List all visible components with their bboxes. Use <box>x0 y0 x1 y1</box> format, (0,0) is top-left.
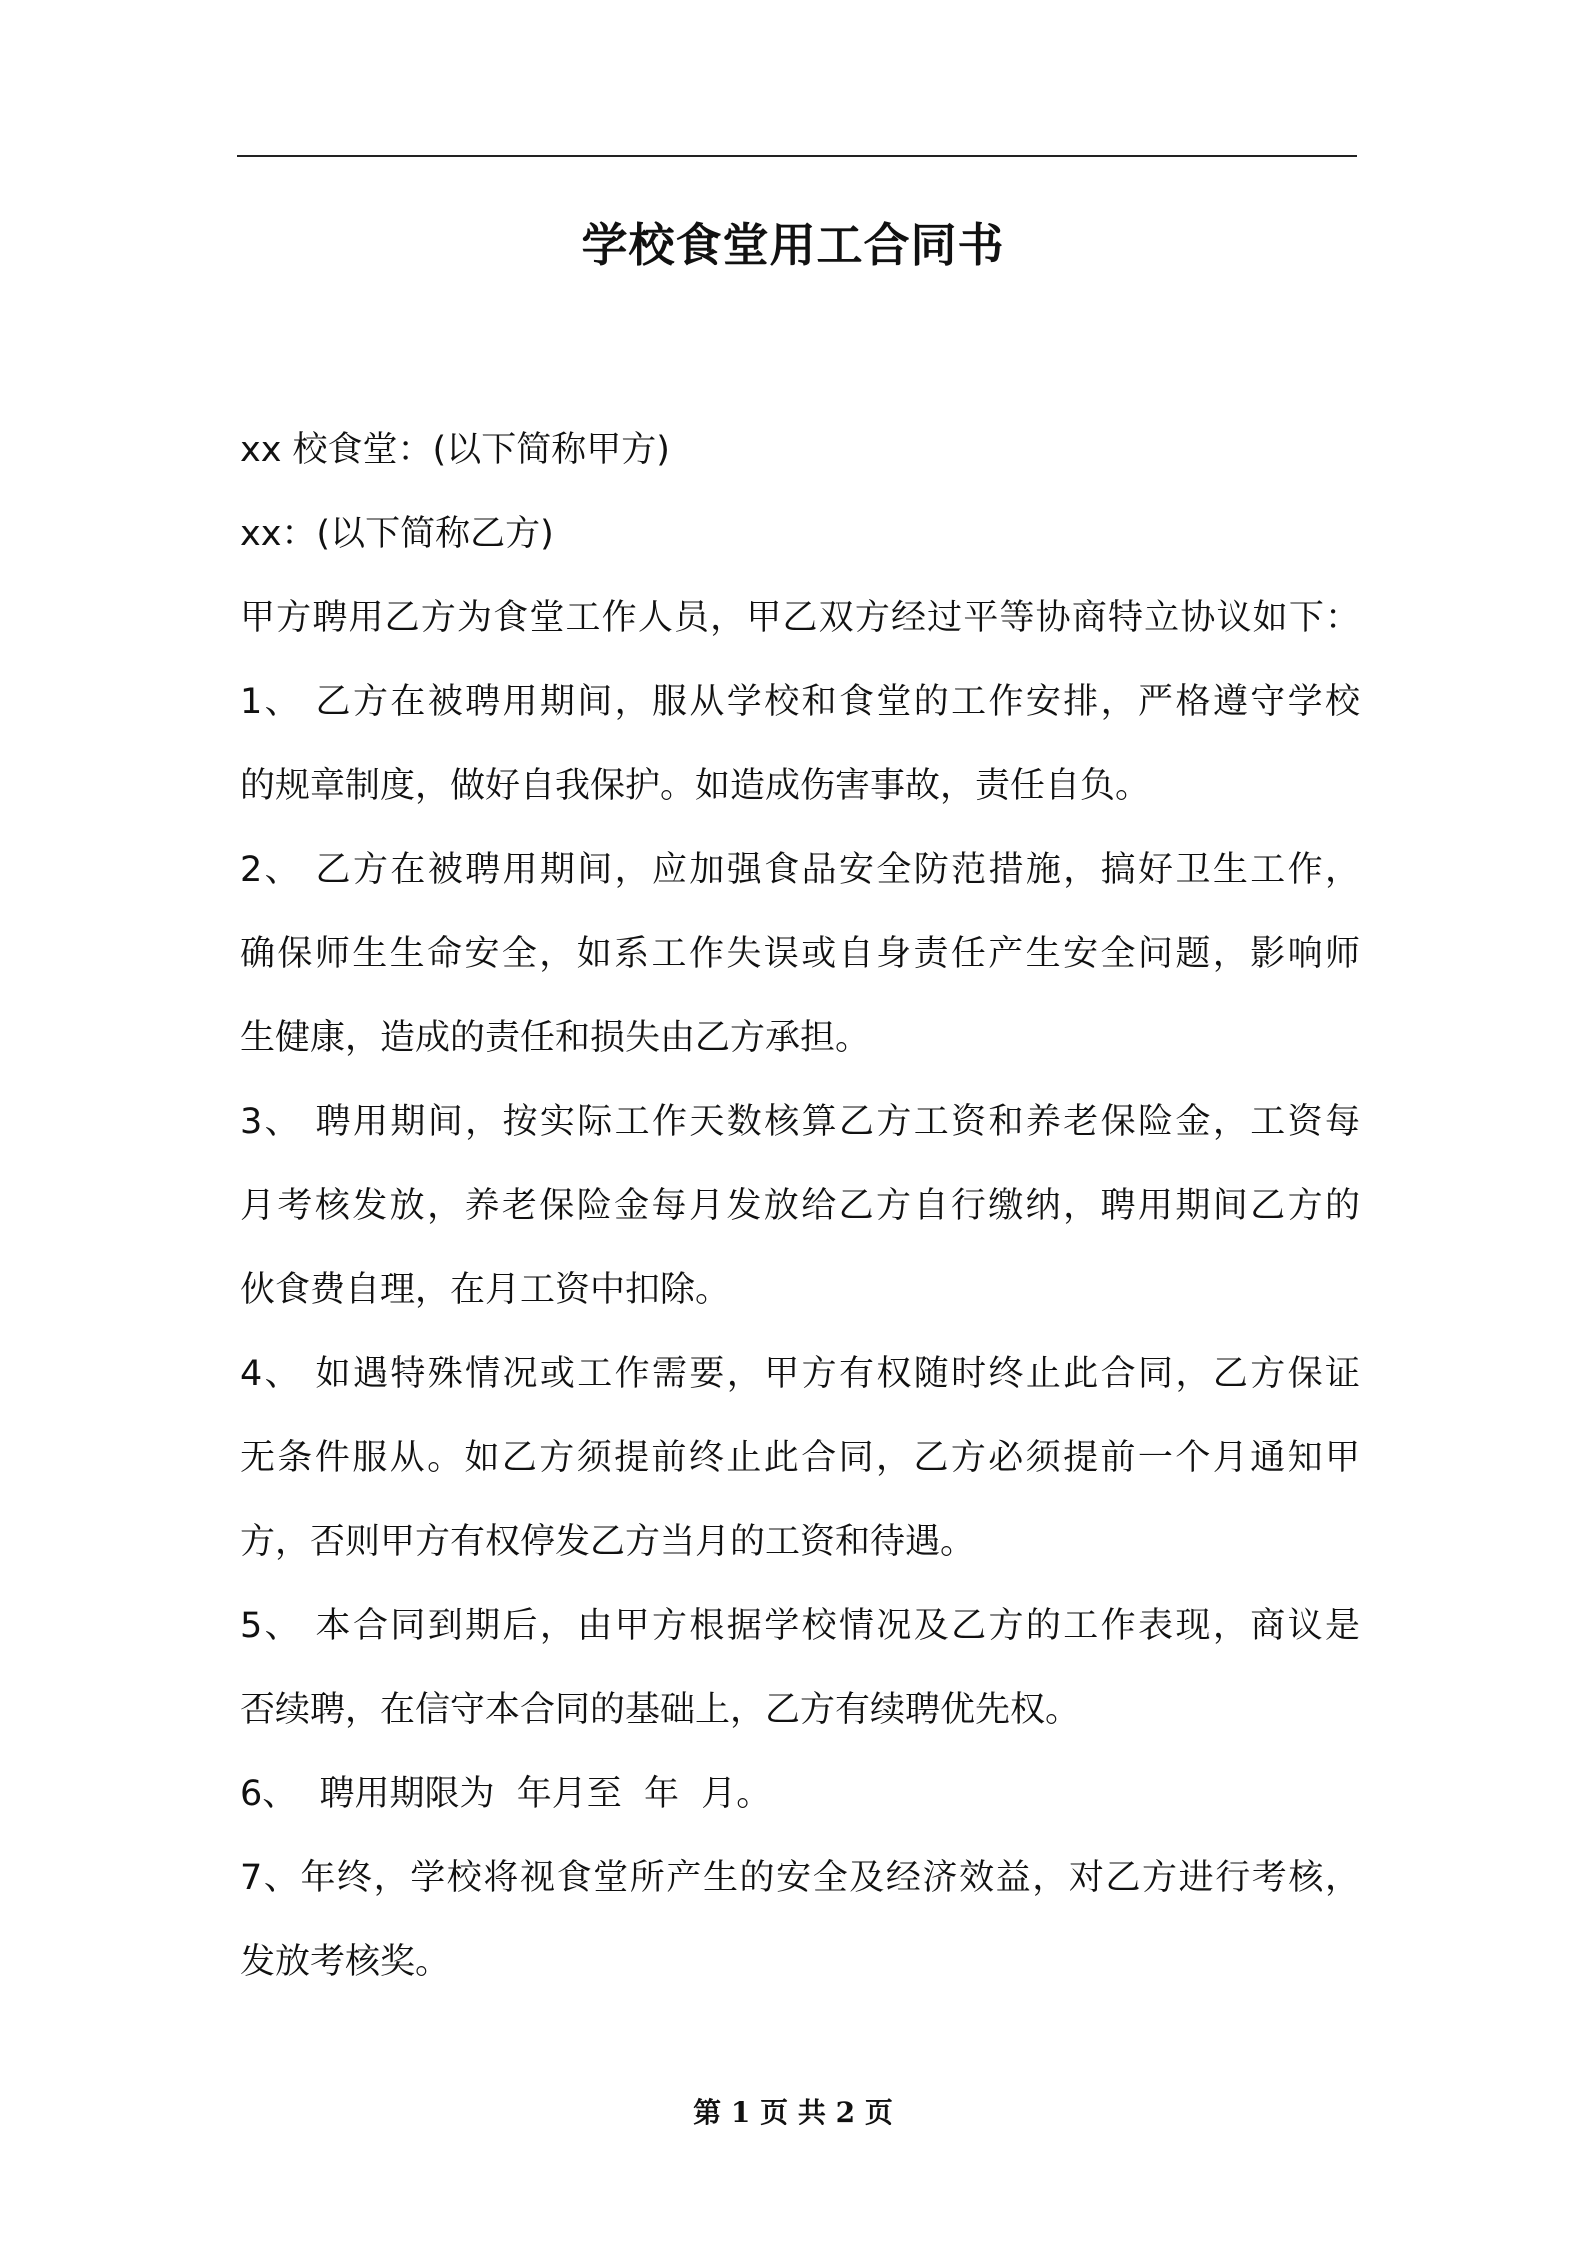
page-number: 第 1 页 共 2 页 <box>693 2096 893 2129</box>
intro-line: 甲方聘用乙方为食堂工作人员，甲乙双方经过平等协商特立协议如下： <box>240 598 1360 638</box>
contract-body <box>240 408 1360 2004</box>
clause-5-line-2: 否续聘，在信守本合同的基础上，乙方有续聘优先权。 <box>240 1690 1081 1730</box>
clause-2-line-2: 确保师生生命安全，如系工作失误或自身责任产生安全问题，影响师 <box>240 934 1360 974</box>
clause-3-line-2: 月考核发放，养老保险金每月发放给乙方自行缴纳，聘用期间乙方的 <box>240 1186 1360 1226</box>
party-a-line: xx 校食堂：(以下简称甲方) <box>240 430 670 470</box>
clause-7-line-1: 7、年终，学校将视食堂所产生的安全及经济效益，对乙方进行考核， <box>240 1858 1360 1898</box>
clause-1-line-2: 的规章制度，做好自我保护。如造成伤害事故，责任自负。 <box>240 766 1151 806</box>
clause-2-line-1: 2、 乙方在被聘用期间，应加强食品安全防范措施，搞好卫生工作， <box>240 850 1360 890</box>
clause-7-line-2: 发放考核奖。 <box>240 1942 451 1982</box>
clause-4-line-3: 方，否则甲方有权停发乙方当月的工资和待遇。 <box>240 1522 976 1562</box>
clause-4-line-2: 无条件服从。如乙方须提前终止此合同，乙方必须提前一个月通知甲 <box>240 1438 1360 1478</box>
clause-1-line-1: 1、 乙方在被聘用期间，服从学校和食堂的工作安排，严格遵守学校 <box>240 682 1360 722</box>
document-title: 学校食堂用工合同书 <box>581 218 1005 272</box>
header-divider <box>237 155 1357 157</box>
clause-2-line-3: 生健康，造成的责任和损失由乙方承担。 <box>240 1018 871 1058</box>
party-b-line: xx：(以下简称乙方) <box>240 514 554 554</box>
clause-5-line-1: 5、 本合同到期后，由甲方根据学校情况及乙方的工作表现，商议是 <box>240 1606 1360 1646</box>
clause-6-line: 6、 聘用期限为 年月至 年 月。 <box>240 1774 772 1814</box>
clause-3-line-1: 3、 聘用期间，按实际工作天数核算乙方工资和养老保险金，工资每 <box>240 1102 1360 1142</box>
clause-3-line-3: 伙食费自理，在月工资中扣除。 <box>240 1270 731 1310</box>
clause-4-line-1: 4、 如遇特殊情况或工作需要，甲方有权随时终止此合同，乙方保证 <box>240 1354 1360 1394</box>
